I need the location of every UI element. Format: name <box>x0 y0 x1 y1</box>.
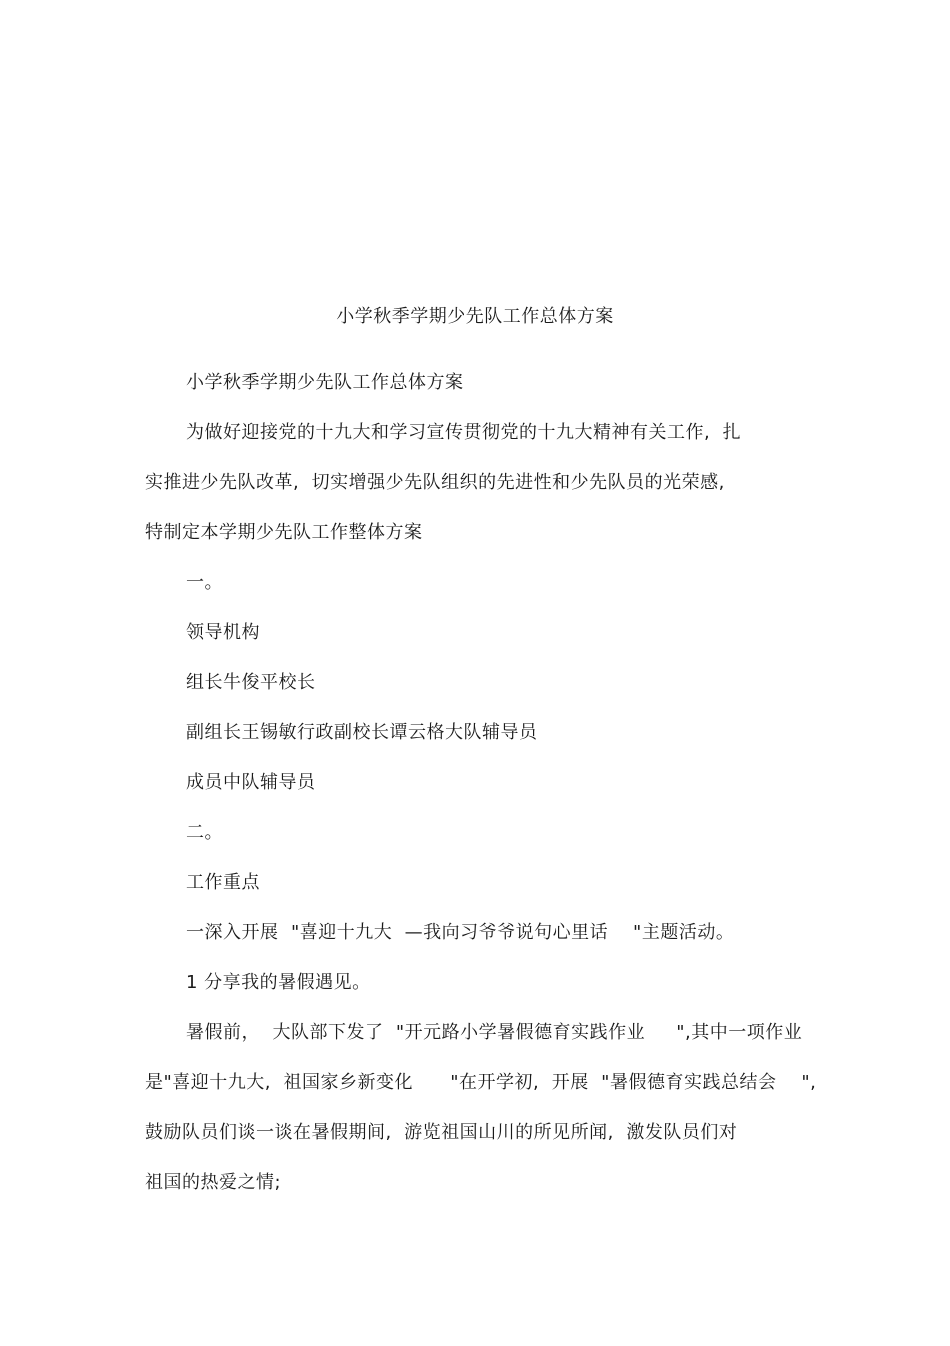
paragraph-intro-line-2: 实推进少先队改革, 切实增强少先队组织的先进性和少先队员的光荣感, <box>145 472 725 493</box>
leader-line: 组长牛俊平校长 <box>186 672 316 693</box>
body-line-2: 是"喜迎十九大, 祖国家乡新变化 "在开学初, 开展 "暑假德育实践总结会 ", <box>145 1072 817 1093</box>
body-line-3: 鼓励队员们谈一谈在暑假期间, 游览祖国山川的所见所闻, 激发队员们对 <box>145 1122 738 1143</box>
section-number-one: 一。 <box>186 572 223 593</box>
paragraph-heading: 小学秋季学期少先队工作总体方案 <box>186 372 464 393</box>
members-line: 成员中队辅导员 <box>186 772 316 793</box>
deputy-leader-line: 副组长王锡敏行政副校长谭云格大队辅导员 <box>186 722 538 743</box>
subitem-one: 1 分享我的暑假遇见。 <box>186 972 371 993</box>
section-title-focus: 工作重点 <box>186 872 260 893</box>
body-line-1: 暑假前， 大队部下发了 "开元路小学暑假德育实践作业 ",其中一项作业 <box>186 1022 803 1043</box>
section-number-two: 二。 <box>186 822 223 843</box>
paragraph-intro-line-3: 特制定本学期少先队工作整体方案 <box>145 522 423 543</box>
body-line-4: 祖国的热爱之情; <box>145 1172 282 1193</box>
focus-item-one: 一深入开展 "喜迎十九大 —我向习爷爷说句心里话 "主题活动。 <box>186 922 735 943</box>
section-title-leadership: 领导机构 <box>186 622 260 643</box>
paragraph-intro-line-1: 为做好迎接党的十九大和学习宣传贯彻党的十九大精神有关工作, 扎 <box>186 422 742 443</box>
document-title: 小学秋季学期少先队工作总体方案 <box>336 306 614 327</box>
